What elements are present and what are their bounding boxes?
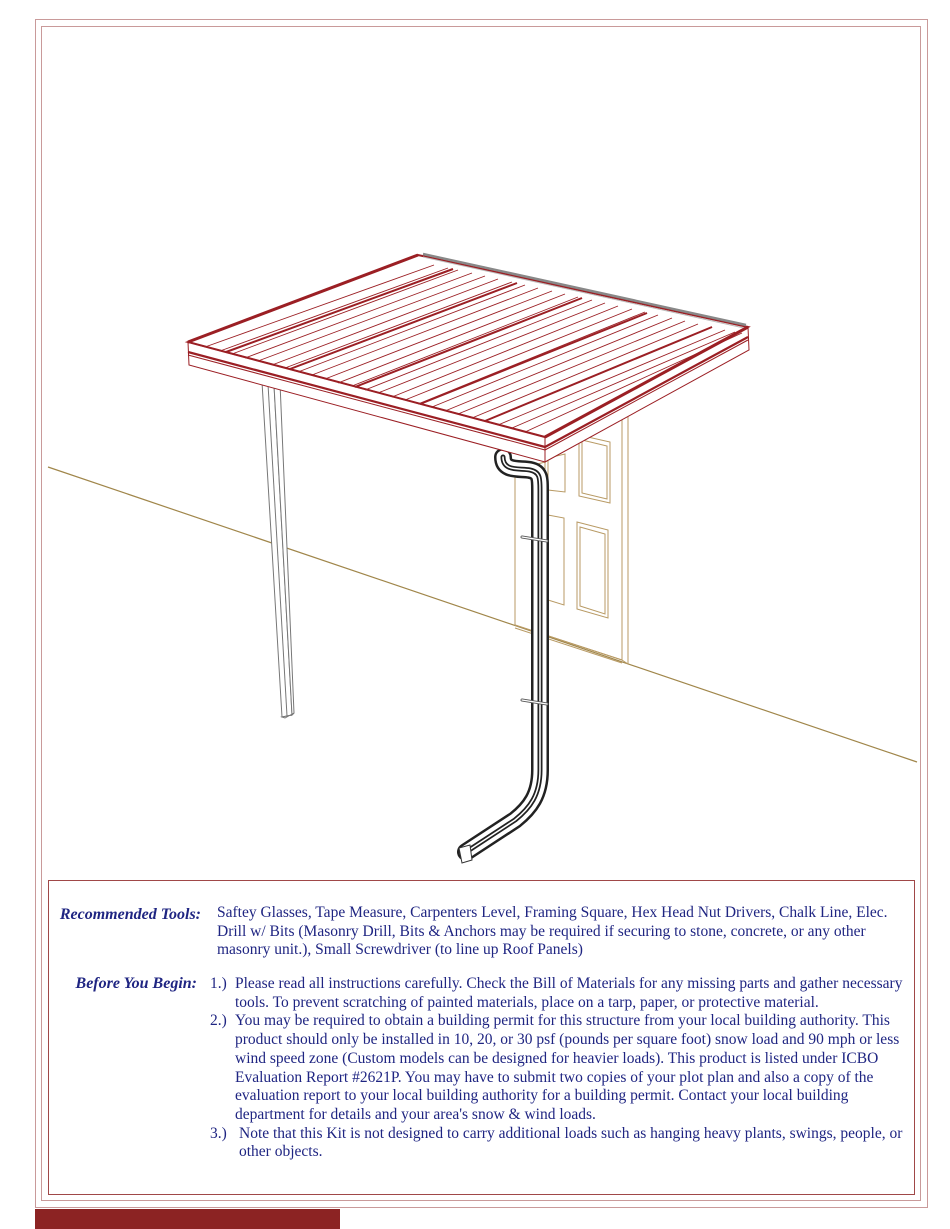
footer-accent-bar [35,1209,340,1229]
list-item-text: Note that this Kit is not designed to carry additional loads such as hanging heavy plants, swings, people, or other objects. [239,1124,903,1161]
list-item-number: 2.) [210,1012,227,1030]
before-you-begin-label: Before You Begin: [75,975,197,992]
recommended-tools-label: Recommended Tools: [59,906,201,923]
recommended-tools-text: Saftey Glasses, Tape Measure, Carpenters Level, Framing Square, Hex Head Nut Drivers, Chalk Line, Elec. Drill w/ Bits (Masonry Drill, Bits & Anchors may be required if securing to stone, concrete, or any other masonry unit.), Small Screwdriver (to line up Roof Panels) [217,904,888,959]
list-item-text: Please read all instructions carefully. Check the Bill of Materials for any missing parts and gather necessary tools. To prevent scratching of painted materials, place on a tarp, paper, or protective material. [235,975,903,1011]
list-item [210,1125,915,1162]
list-item-number: 3.) [210,1124,227,1142]
before-you-begin-list [210,975,915,1162]
list-item [210,1012,915,1124]
list-item-number: 1.) [210,975,227,992]
list-item-text: You may be required to obtain a building permit for this structure from your local building authority. This product should only be installed in 10, 20, or 30 psf (pounds per square foot) snow load and 90 mph or less wind speed zone (Custom models can be designed for heavier loads). This product is listed under ICBO Evaluation Report #2621P. You may have to submit two copies of your plot plan and also a copy of the evaluation report to your local building authority for a building permit. Contact your local building department for details and your area's snow & wind loads. [235,1012,900,1123]
support-post [262,382,294,718]
gutter-downspout [459,457,547,863]
list-item [210,975,915,1012]
ground-line [48,467,917,762]
instructions-box [48,880,915,1195]
